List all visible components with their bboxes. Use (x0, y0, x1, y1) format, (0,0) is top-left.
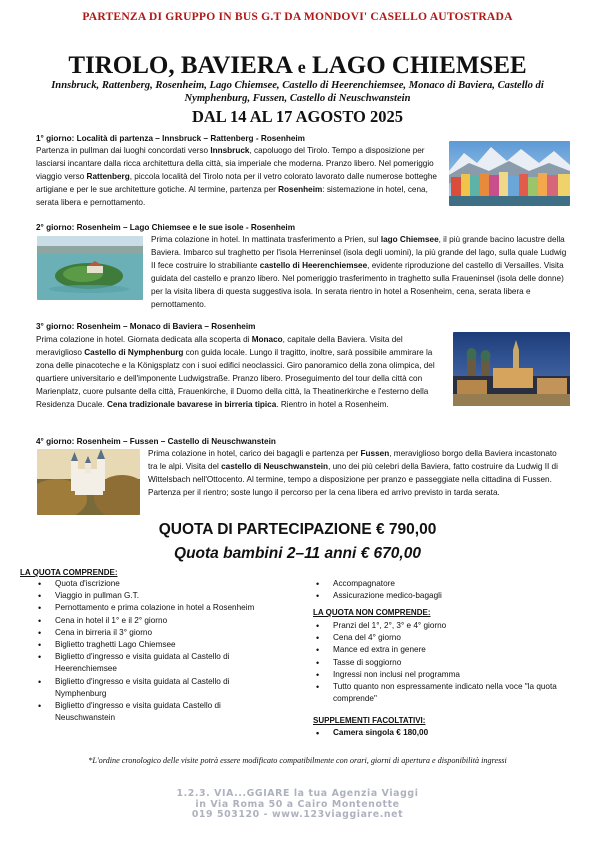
innsbruck-colorful-houses-photo (449, 141, 570, 206)
excludes-list (313, 620, 575, 705)
day-paragraph: Prima colazione in hotel. In mattinata trasferimento a Prien, sul lago Chiemsee, il più grande bacino lacustre della Baviera. Imbarco sul traghetto per l'isola Herreninsel (isola degli uomini), la più grande del lago, sulla quale Ludwig II fece costruire lo strabiliante castello di Heerenchiemsee, evidente riproduzione del castello di Versailles. Visita guidata del castello e pranzo libero. Nel pomeriggio trasferimento in traghetto sulla Fraueninsel (isola delle donne) per la visita libera di questa suggestiva isola. In serata rientro in hotel a Rosenheim, cena, serata libera e pernottamento. (151, 235, 567, 309)
supplements-list (313, 727, 575, 739)
day-2-text (151, 233, 571, 311)
highlighted-place: Innsbruck (210, 146, 250, 155)
list-item: • Pranzi del 1°, 2°, 3° e 4° giorno (313, 620, 575, 632)
agency-name-line: 1.2.3. VIA...GGIARE la tua Agenzia Viaggi (176, 788, 419, 799)
list-item: • Biglietto d'ingresso e visita guidata al Castello di Heerenchiemsee (35, 651, 270, 675)
day-3-text (36, 333, 446, 411)
day-4-title: 4° giorno: Rosenheim – Fussen – Castello di Neuschwanstein (36, 437, 276, 446)
highlighted-place: Castello di Nymphenburg (84, 348, 184, 357)
includes-list-right (313, 578, 573, 602)
excludes-heading: LA QUOTA NON COMPRENDE: (313, 608, 431, 617)
day-1-text (36, 144, 442, 209)
list-item: • Tasse di soggiorno (313, 657, 575, 669)
agency-address-line: in Via Roma 50 a Cairo Montenotte (195, 798, 400, 810)
includes-heading: LA QUOTA COMPRENDE: (20, 568, 118, 577)
highlighted-place: castello di Neuschwanstein (221, 462, 329, 471)
highlighted-place: castello di Heerenchiemsee (259, 261, 368, 270)
list-item: • Assicurazione medico-bagagli (313, 590, 573, 602)
list-item: • Mance ed extra in genere (313, 644, 575, 656)
day-3-title: 3° giorno: Rosenheim – Monaco di Baviera – Rosenheim (36, 322, 256, 331)
departure-banner: PARTENZA DI GRUPPO IN BUS G.T DA MONDOVI' CASELLO AUTOSTRADA (82, 10, 513, 23)
page-title (0, 52, 595, 80)
highlighted-place: Rattenberg (86, 172, 130, 181)
title-part-1: TIROLO, BAVIERA (68, 52, 298, 79)
agency-contact-block (0, 789, 595, 821)
day-2-title: 2° giorno: Rosenheim – Lago Chiemsee e le sue isole - Rosenheim (36, 223, 295, 232)
list-item: • Quota d'iscrizione (35, 578, 270, 590)
day-paragraph: Prima colazione in hotel. Giornata dedicata alla scoperta di Monaco, capitale della Baviera. Visita del meraviglioso Castello di Nymphenburg con guida locale. Lungo il tragitto, inoltre, sarà possibile ammirare la zona delle pinacoteche e la Königsplatz con i suoi edifici neoclassici. Giro panoramico della zona olimpica, del quartiere universitario e dell'imponente Ludwigstraße. Pranzo libero. Proseguimento del tour della città con Marienplatz, cuore pulsante della città, Frauenkirche, il Duomo della città, la Theatinerkirche e l'esterno della Residenza Ducale. Cena tradizionale bavarese in birreria tipica. Rientro in hotel a Rosenheim. (36, 335, 435, 409)
list-item: • Cena in hotel il 1° e il 2° giorno (35, 615, 270, 627)
list-item: • Cena in birreria il 3° giorno (35, 627, 270, 639)
highlighted-place: Monaco (251, 335, 283, 344)
list-item: • Accompagnatore (313, 578, 573, 590)
day-4-text (148, 447, 568, 499)
participation-price: QUOTA DI PARTECIPAZIONE € 790,00 (158, 521, 437, 538)
list-item: • Cena del 4° giorno (313, 632, 575, 644)
list-item: • Ingressi non inclusi nel programma (313, 669, 575, 681)
title-part-2: e (297, 57, 306, 77)
day-1-title: 1° giorno: Località di partenza – Innsbruck – Rattenberg - Rosenheim (36, 134, 305, 143)
highlighted-place: Fussen (360, 449, 390, 458)
children-price: Quota bambini 2–11 anni € 670,00 (174, 545, 421, 562)
highlighted-place: Rosenheim (278, 185, 323, 194)
day-paragraph: Prima colazione in hotel, carico dei bagagli e partenza per Fussen, meraviglioso borgo della Baviera incastonato tra le alpi. Visita del castello di Neuschwanstein, uno dei più celebri della Baviera, fatto costruire da Ludwig II di Wittelsbach nell'Ottocento. Al termine, tempo a disposizione per pranzo e passeggiate nella cittadina di Fussen. Partenza per il rientro; soste lungo il percorso per la cena libera ed arrivo previsto in tarda serata. (148, 449, 558, 497)
travel-dates: DAL 14 AL 17 AGOSTO 2025 (191, 107, 404, 126)
itinerary-note: *L'ordine cronologico delle visite potrà essere modificato compatibilmente con orari, giorni di apertura e disponibilità ingressi (88, 756, 507, 765)
list-item: • Biglietto traghetti Lago Chiemsee (35, 639, 270, 651)
highlighted-place: lago Chiemsee (380, 235, 439, 244)
list-item: • Camera singola € 180,00 (313, 727, 575, 739)
highlighted-place: Cena tradizionale bavarese in birreria tipica (107, 400, 277, 409)
list-item: • Tutto quanto non espressamente indicato nella voce "la quota comprende" (313, 681, 575, 705)
munich-city-night-photo (453, 332, 570, 406)
day-paragraph: Partenza in pullman dai luoghi concordati verso Innsbruck, capoluogo del Tirolo. Tempo a disposizione per lasciarsi incantare dalla ricca architettura della città, sia imperiale che moderna. Pranzo libero. Nel pomeriggio viaggio verso Rattenberg, piccola località del Tirolo nota per il vetro colorato lavorato dalle numerose botteghe artigiane e per le sue architetture gotiche. Al termine, partenza per Rosenheim: sistemazione in hotel, cena, serata libera e pernottamento. (36, 146, 437, 207)
title-part-3: LAGO CHIEMSEE (305, 52, 527, 79)
list-item: • Viaggio in pullman G.T. (35, 590, 270, 602)
includes-list-left (35, 578, 270, 724)
agency-phone-web-line: 019 503120 - www.123viaggiare.net (191, 809, 404, 820)
supplements-heading: SUPPLEMENTI FACOLTATIVI: (313, 716, 426, 725)
places-subtitle: Innsbruck, Rattenberg, Rosenheim, Lago Chiemsee, Castello di Heerenchiemsee, Monaco di Baviera, Castello di Nymphenburg, Fussen, Castello di Neuschwanstein (51, 80, 544, 104)
neuschwanstein-castle-photo (37, 449, 140, 515)
list-item: • Biglietto d'ingresso e visita guidata al Castello di Nymphenburg (35, 676, 270, 700)
lake-island-aerial-photo (37, 236, 143, 300)
list-item: • Pernottamento e prima colazione in hotel a Rosenheim (35, 602, 270, 614)
list-item: • Biglietto d'ingresso e visita guidata Castello di Neuschwanstein (35, 700, 270, 724)
